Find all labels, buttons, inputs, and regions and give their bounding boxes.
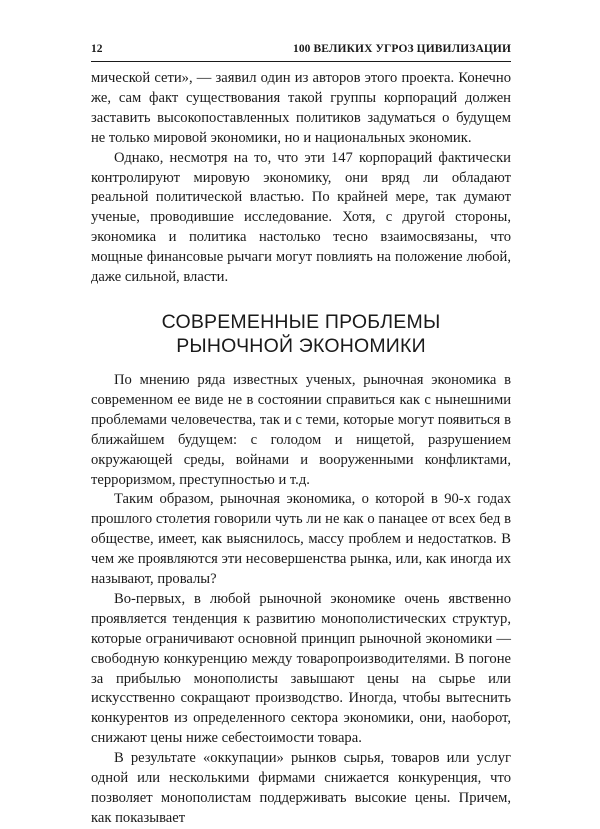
page-body xyxy=(91,69,511,829)
paragraph-continuation: мической сети», — заявил один из авторов этого проекта. Конечно же, сам факт существования такой группы корпораций должен заставить высокопоставленных политиков задуматься о будущем не только мировой экономики, но и национальных экономик. xyxy=(91,70,511,146)
running-header xyxy=(91,43,511,62)
section-heading-line-2: РЫНОЧНОЙ ЭКОНОМИКИ xyxy=(176,334,426,357)
paragraph: Во-первых, в любой рыночной экономике очень явственно проявляется тенденция к развитию монополистических структур, которые ограничивают основной принцип рыночной экономики — свободную конкуренцию между товаропроизводителями. В погоне за прибылью монополисты завышают цены на сырье или искусственно сокращают производство. Иногда, чтобы вытеснить конкурентов из определенного сектора экономики, они, наоборот, снижают цены ниже себестоимости товара. xyxy=(91,590,511,747)
paragraph: По мнению ряда известных ученых, рыночная экономика в современном ее виде не в состоянии справиться как с нынешними проблемами человечества, так и с теми, которые могут появиться в ближайшем будущем: с голодом и нищетой, разрушением окружающей среды, войнами и вооруженными конфликтами, терроризмом, преступностью и т.д. xyxy=(91,371,511,488)
section-heading xyxy=(91,310,511,358)
paragraph: Таким образом, рыночная экономика, о которой в 90-х годах прошлого столетия говорили чуть ли не как о панацее от всех бед в обществе, имеет, как выяснилось, массу проблем и недостатков. В чем же проявляются эти несовершенства рынка, или, как иногда их называют, провалы? xyxy=(91,491,511,588)
section-heading-line-1: СОВРЕМЕННЫЕ ПРОБЛЕМЫ xyxy=(161,310,441,333)
paragraph: Однако, несмотря на то, что эти 147 корпораций фактически контролируют мировую экономику, они вряд ли обладают реальной политической властью. По крайней мере, так думают ученые, проводившие исследование. Хотя, с другой стороны, экономика и политика настолько тесно взаимосвязаны, что мощные финансовые рычаги могут повлиять на положение любой, даже сильной, власти. xyxy=(91,149,511,286)
book-title: 100 ВЕЛИКИХ УГРОЗ ЦИВИЛИЗАЦИИ xyxy=(292,43,511,55)
page-number: 12 xyxy=(91,43,103,55)
paragraph: В результате «оккупации» рынков сырья, товаров или услуг одной или несколькими фирмами снижается конкуренция, что позволяет монополистам поддерживать высокие цены. Причем, как показывает xyxy=(91,750,511,826)
